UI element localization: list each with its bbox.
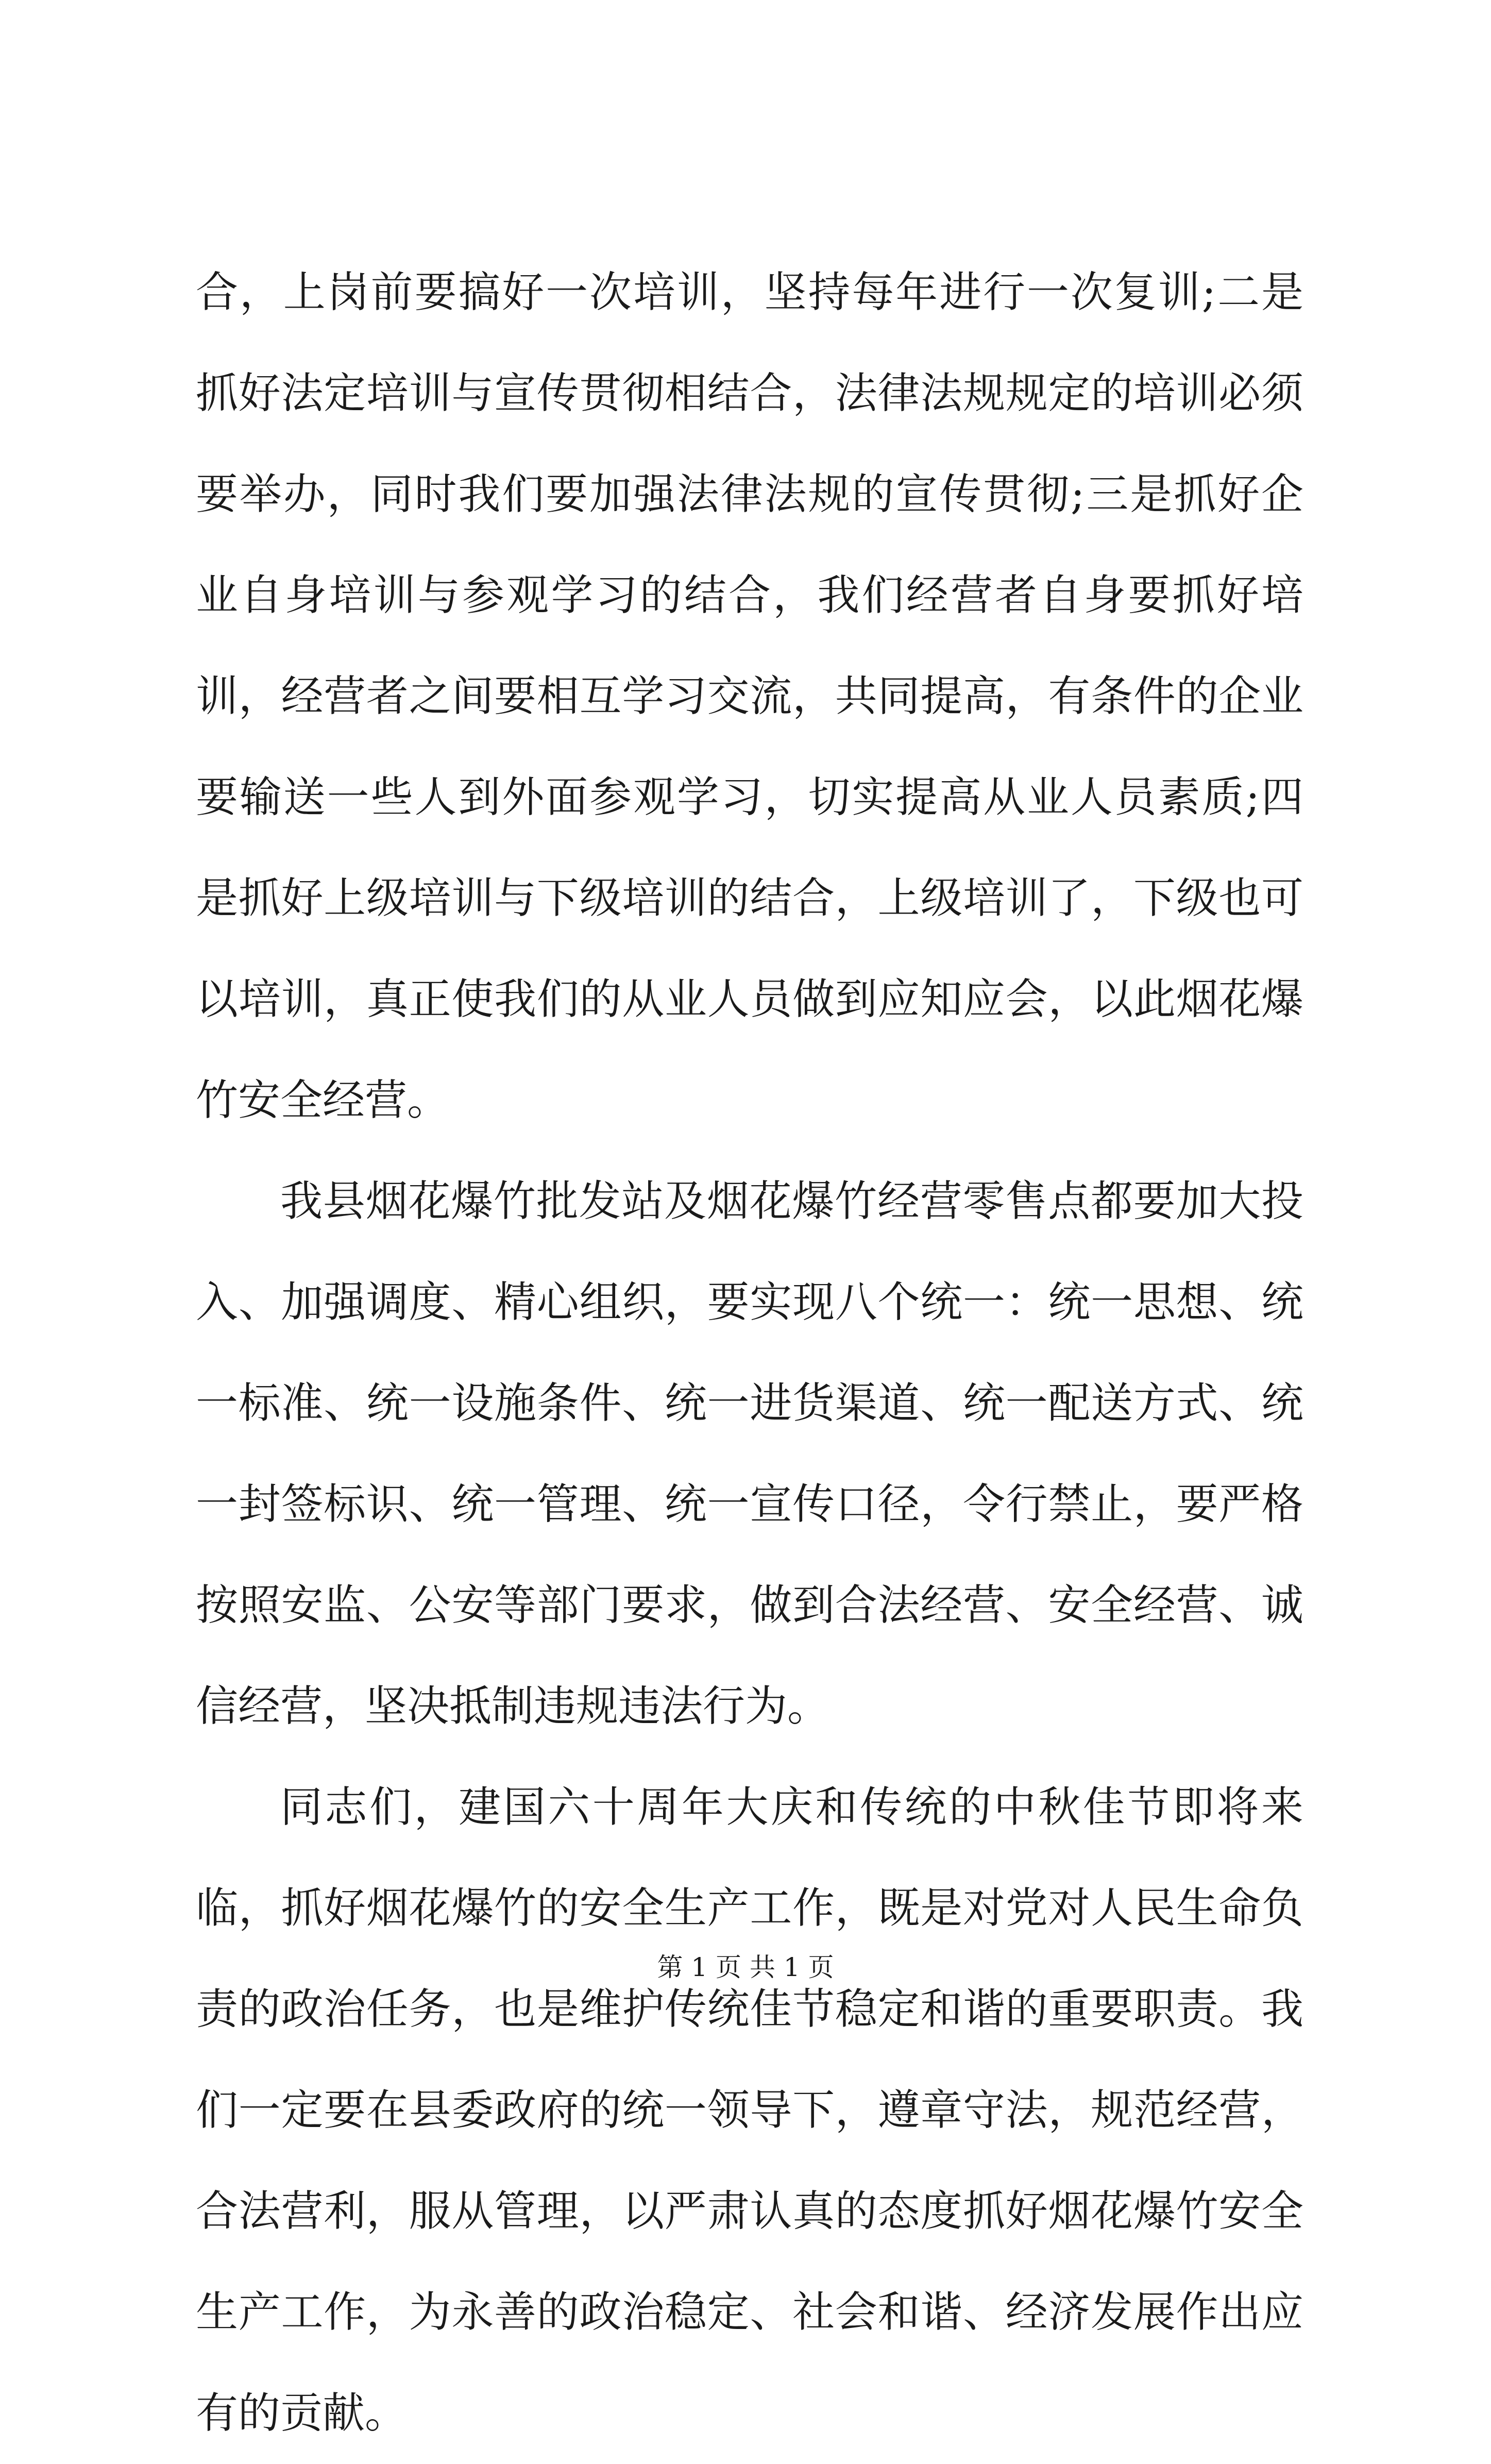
document-body [196,242,1303,2464]
page-footer: 第 1 页 共 1 页 [657,1952,834,1982]
paragraph-distribution-unification: 我县烟花爆竹批发站及烟花爆竹经营零售点都要加大投入、加强调度、精心组织，要实现八个统一：统一思想、统一标准、统一设施条件、统一进货渠道、统一配送方式、统一封签标识、统一管理、统一宣传口径，令行禁止，要严格按照安监、公安等部门要求，做到合法经营、安全经营、诚信经营，坚决抵制违规违法行为。 [196,1177,1303,1731]
paragraph-closing-remarks: 同志们，建国六十周年大庆和传统的中秋佳节即将来临，抓好烟花爆竹的安全生产工作，既是对党对人民生命负责的政治任务，也是维护传统佳节稳定和谐的重要职责。我们一定要在县委政府的统一领导下，遵章守法，规范经营，合法营利，服从管理，以严肃认真的态度抓好烟花爆竹安全生产工作，为永善的政治稳定、社会和谐、经济发展作出应有的贡献。 [196,1783,1303,2438]
paragraph-continued: 合，上岗前要搞好一次培训，坚持每年进行一次复训;二是抓好法定培训与宣传贯彻相结合，法律法规规定的培训必须要举办，同时我们要加强法律法规的宣传贯彻;三是抓好企业自身培训与参观学习的结合，我们经营者自身要抓好培训，经营者之间要相互学习交流，共同提高，有条件的企业要输送一些人到外面参观学习，切实提高从业人员素质;四是抓好上级培训与下级培训的结合，上级培训了，下级也可以培训，真正使我们的从业人员做到应知应会，以此烟花爆竹安全经营。 [196,268,1303,1125]
